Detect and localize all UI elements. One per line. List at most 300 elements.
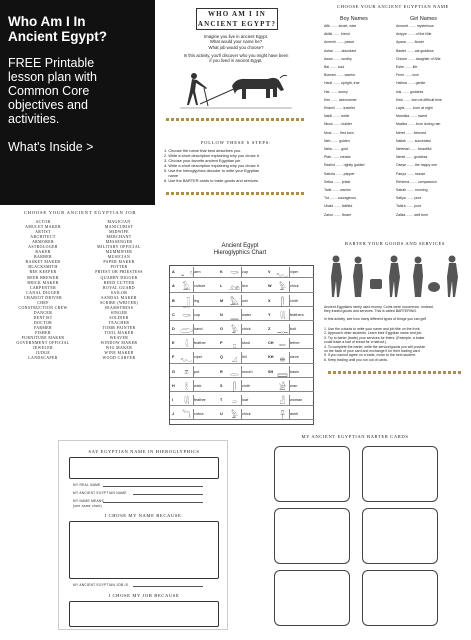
hieroglyph-cell: [170, 381, 218, 392]
job-item: BARBER: [34, 255, 52, 260]
name-meaning: ....... soul: [329, 65, 345, 69]
hieroglyph-icon: 𓂧: [180, 324, 194, 335]
hieroglyph-cell: [218, 338, 266, 349]
name-meaning: ....... pepper: [334, 171, 355, 176]
girls-name-row: [396, 188, 428, 192]
hieroglyph-word: feather: [194, 397, 206, 402]
hieroglyph-word: cloth: [290, 298, 299, 303]
hieroglyph-cell: [170, 366, 218, 377]
egyptian-traders-illustration: [324, 251, 466, 299]
hieroglyph-icon: 𓊃: [276, 324, 290, 335]
job-label: MY ANCIENT EGYPTIAN JOB IS: [73, 583, 129, 587]
name-means-label: MY NAME MEANS: [73, 499, 104, 503]
girls-name-row: [396, 98, 442, 102]
name-meaning: ....... morning: [406, 188, 428, 192]
job-item: MUMMIFIER: [105, 250, 133, 255]
name-meaning: ....... compassion: [409, 179, 437, 184]
name: Zahur: [324, 212, 334, 217]
hieroglyph-cell: [218, 409, 266, 420]
name-meaning: ....... beloved: [404, 130, 426, 135]
name-meaning: ....... born at difficult time: [402, 97, 442, 102]
girls-name-row: [396, 180, 437, 184]
name-job-form: [58, 440, 228, 630]
name-meaning: ....... sunny: [329, 89, 348, 94]
barter-section: [320, 235, 470, 435]
hieroglyph-cell: [170, 395, 218, 406]
girls-name-row: [396, 90, 423, 94]
name: Eshe: [396, 65, 404, 69]
girls-name-row: [396, 24, 434, 28]
boys-name-row: [324, 65, 344, 69]
why-name-header: I CHOSE MY NAME BECAUSE:: [104, 513, 184, 518]
hieroglyph-cell: [170, 352, 218, 363]
name-meaning: ....... sweet: [409, 114, 428, 119]
hieroglyph-word: viper: [290, 270, 299, 275]
girls-name-row: [396, 172, 425, 176]
hieroglyph-icon: 𓅱: [228, 324, 242, 335]
name: Kesi: [396, 97, 403, 102]
name: Setka: [324, 179, 333, 184]
hieroglyph-word: wick: [194, 383, 202, 388]
name-meaning: ....... creator: [331, 155, 351, 160]
hieroglyph-cell: [266, 267, 314, 278]
hieroglyph-icon: 𓅱: [276, 281, 290, 292]
hieroglyph-letter: N: [220, 312, 223, 317]
plowing-farmer-illustration: [180, 66, 292, 111]
job-item: JUDGE: [35, 351, 51, 356]
hieroglyph-icon: 𓇌: [180, 395, 194, 406]
hieroglyph-cell: [266, 366, 314, 377]
hieroglyph-letter: A: [172, 270, 175, 275]
job-item: BLACKSMITH: [28, 265, 58, 270]
job-item: WINDOW MAKER: [100, 341, 138, 346]
name: Tahira: [396, 204, 406, 209]
hieroglyph-cell: [218, 310, 266, 321]
hieroglyph-letter: Y: [268, 312, 271, 317]
job-item: SCRIBE (WRITER): [99, 300, 139, 305]
name: Tarik: [324, 188, 332, 192]
girls-name-row: [396, 73, 419, 77]
boys-name-row: [324, 81, 360, 85]
hieroglyph-icon: 𓐍: [276, 352, 290, 363]
name: Sabola: [324, 171, 335, 176]
hieroglyph-cell: [170, 267, 218, 278]
job-item: DOCTOR: [33, 320, 53, 325]
name: Anippe: [396, 32, 407, 37]
hieroglyph-word: loaf: [242, 397, 249, 402]
job-item: AMULET MAKER: [25, 225, 61, 230]
name-meaning: ....... love: [403, 73, 419, 78]
name: Ashai: [324, 48, 333, 53]
jobs-title: CHOOSE YOUR ANCIENT EGYPTIAN JOB: [23, 210, 137, 215]
name-means-line[interactable]: [103, 502, 203, 503]
hieroglyph-word: mouth: [242, 369, 253, 374]
job-item: FURNITURE MAKER: [21, 336, 65, 341]
hieroglyph-cell: [266, 395, 314, 406]
girls-name-row: [396, 139, 431, 143]
job-item: SANDAL MAKER: [101, 295, 137, 300]
job-item: QUARRY DIGGER: [100, 275, 138, 280]
egyptian-name-line[interactable]: [133, 494, 203, 495]
name: Oseye: [396, 163, 407, 168]
job-item: CANAL DIGGER: [26, 290, 60, 295]
name-meaning: ....... courageous: [328, 196, 356, 201]
step: 3. Choose your favorite ancient Egyptian job.: [164, 158, 242, 163]
name-meaning: ....... builder: [332, 122, 353, 127]
hieroglyph-icon: 𓍿: [276, 338, 290, 349]
name-meaning: ....... born at night: [404, 106, 433, 110]
hieroglyph-icon: 𓋴: [276, 295, 290, 306]
hieroglyph-word: cup: [194, 312, 201, 317]
job-item: WEAVER: [109, 336, 129, 341]
hieroglyph-letter: T: [220, 397, 223, 402]
boys-name-row: [324, 147, 348, 151]
job-item: PAPER MAKER: [103, 260, 135, 265]
hieroglyph-letter: I: [172, 397, 174, 402]
job-item: CARPENTER: [29, 285, 57, 290]
hieroglyph-icon: 𓎡: [180, 309, 194, 320]
girls-name-row: [396, 49, 434, 53]
hieroglyph-icon: 𓂋: [228, 366, 242, 377]
step: 4. Write a short description explaining why you chose it.: [164, 163, 260, 168]
hieroglyph-letter: O: [220, 326, 223, 331]
why-job-header: I CHOSE MY JOB BECAUSE: [108, 593, 180, 598]
hieroglyph-word: cup: [242, 270, 249, 275]
job-item: TEACHER: [108, 320, 130, 325]
name-meaning: ....... abundant: [332, 48, 357, 53]
decorative-border: [166, 192, 306, 195]
hieroglyph-word: chick: [242, 326, 251, 331]
girls-name-row: [396, 106, 433, 110]
name-meaning: ....... friend: [332, 32, 350, 37]
hieroglyph-word: cloth: [242, 383, 251, 388]
hieroglyph-word: leg: [194, 298, 200, 303]
barter-card[interactable]: [274, 570, 350, 626]
name-meaning: ....... daughter of Nile: [407, 56, 441, 61]
boys-name-row: [324, 172, 355, 176]
hieroglyph-cell: [266, 352, 314, 363]
barter-card[interactable]: [274, 446, 350, 502]
name: Ptah: [324, 155, 332, 160]
hieroglyph-icon: 𓂝: [180, 267, 194, 278]
hieroglyph-letter: H: [172, 383, 175, 388]
hieroglyph-cell: [218, 295, 266, 306]
barter-intro: Ancient Egyptians rarely used money. Coins were uncommon. Instead, they traded goods and services. This is called BARTERING.: [324, 305, 434, 314]
hieroglyph-letter: V: [268, 270, 271, 275]
name-meaning: ....... successful: [405, 138, 432, 143]
steps-title: FOLLOW THESE 6 STEPS:: [200, 140, 272, 145]
girls-name-row: [396, 196, 422, 200]
girls-name-row: [396, 32, 431, 36]
why-name-box[interactable]: [69, 521, 219, 579]
hieroglyph-icon: 𓇋: [180, 338, 194, 349]
hieroglyph-letter: L: [220, 284, 223, 289]
boy-names-header: Boy Names: [340, 16, 368, 22]
worksheet-intro: [158, 6, 314, 202]
hieroglyph-icon: 𓇌: [276, 309, 290, 320]
name: Mandisa: [396, 114, 410, 119]
name-meaning: ....... pure: [405, 196, 422, 201]
name-meaning: ....... goddess: [405, 155, 428, 160]
name-meaning: ....... the happy one: [406, 163, 438, 168]
hieroglyph-letter: M: [220, 298, 224, 303]
boys-name-row: [324, 57, 352, 61]
hieroglyph-icon: 𓃭: [228, 281, 242, 292]
name-meaning: ....... faithful: [333, 204, 353, 209]
hieroglyph-word: viper: [194, 355, 203, 360]
name-meaning: ....... traveler: [334, 106, 356, 110]
job-item: BASKET MAKER: [25, 260, 61, 265]
name: Akiiki: [324, 32, 333, 37]
hieroglyph-letter: C: [172, 312, 175, 317]
hieroglyph-icon: 𓋹: [276, 409, 290, 420]
name: Nkosi: [324, 122, 333, 127]
hieroglyph-letter: Z: [268, 326, 271, 331]
why-job-box[interactable]: [69, 601, 219, 627]
hieroglyph-icon: 𓈙: [276, 366, 290, 377]
job-item: JEWELER: [32, 346, 54, 351]
hieroglyph-cell: [218, 352, 266, 363]
step: 2. Write a short description explaining why you chose it.: [164, 153, 260, 158]
name: Layla: [396, 106, 405, 110]
barter-steps: 1. Use the cutouts to write your name and job title on the front. 2. Approach other students. Learn their Egyptian name and job. 3. Try to barter (trade) your services for theirs. (Example: a baker could trade a loaf of bread for a haircut.) 4. To complete the barter, write the service/goods you will provide on the back of your card and exchange it for their trading card. 5. If you cannot agree on a trade, move to the next student. 6. Keep trading until you run out of cards.: [324, 327, 426, 362]
hieroglyph-word: vulture: [194, 284, 206, 289]
name-meaning: ....... flower: [405, 40, 424, 45]
name-meaning: ....... mouse: [405, 171, 426, 176]
barter-card[interactable]: [274, 508, 350, 564]
hieroglyph-cell: [218, 267, 266, 278]
jobs-list: [0, 210, 160, 430]
name: Meret: [396, 130, 405, 135]
job-item: BRICK MAKER: [27, 280, 59, 285]
girls-name-row: [396, 114, 427, 118]
barter-title: BARTER YOUR GOODS AND SERVICES: [344, 241, 446, 246]
hieroglyph-letter: D: [172, 326, 175, 331]
hieroglyph-word: owl: [242, 298, 248, 303]
girls-name-row: [396, 131, 426, 135]
name-meaning: ....... flower: [333, 212, 352, 217]
name-meaning: ....... cat goddess: [405, 48, 434, 53]
job-item: MESSENGER: [105, 240, 133, 245]
hieroglyph-icon: 𓏏: [228, 395, 242, 406]
hieroglyph-cell: [170, 338, 218, 349]
worksheet-title: WHO AM I IN ANCIENT EGYPT?: [196, 8, 278, 30]
hieroglyph-cell: [218, 395, 266, 406]
name: Hanif: [324, 81, 333, 86]
name-meaning: ....... upright, true: [332, 81, 360, 86]
boys-name-row: [324, 40, 354, 44]
hieroglyph-cell: [218, 324, 266, 335]
girls-name-row: [396, 213, 428, 217]
name: Mosi: [324, 130, 332, 135]
hieroglyph-icon: 𓀀: [276, 380, 290, 391]
hieroglyph-icon: 𓊪: [228, 338, 242, 349]
name-meaning: ....... life: [403, 65, 418, 69]
job-item: MILITARY OFFICIAL: [97, 245, 141, 250]
hieroglyph-letter: F: [172, 355, 175, 360]
boys-name-row: [324, 122, 352, 126]
name: Bomani: [324, 73, 336, 78]
boys-name-row: [324, 131, 354, 135]
name: Rehema: [396, 179, 410, 184]
job-item: CONSTRUCTION CREW: [18, 305, 68, 310]
hieroglyph-cell: [218, 366, 266, 377]
hieroglyph-word: woman: [290, 397, 303, 402]
boys-name-row: [324, 114, 349, 118]
step: 6. Use the BARTER cards to trade goods and services.: [164, 178, 260, 183]
jobs-column-2: [82, 220, 156, 361]
name: Isis: [396, 89, 402, 94]
step: 1. Choose the name that best describes you.: [164, 148, 242, 153]
job-item: BAKER: [35, 250, 51, 255]
boys-name-row: [324, 196, 356, 200]
job-item: SAILOR: [110, 290, 128, 295]
job-item: DANCER: [33, 310, 53, 315]
name-meaning: ....... rightly guided: [334, 163, 365, 168]
hieroglyph-cell: [170, 281, 218, 292]
hieroglyph-letter: U: [220, 412, 223, 417]
job-item: DENTIST: [33, 315, 53, 320]
hieroglyph-word: feather: [194, 341, 206, 346]
name: Afik: [324, 24, 330, 28]
job-item: ARMORER: [31, 240, 55, 245]
name: Panya: [396, 171, 406, 176]
name: Khamil: [324, 106, 335, 110]
job-item: POTTER: [110, 265, 128, 270]
boys-name-row: [324, 106, 355, 110]
job-item: ARCHITECT: [30, 235, 56, 240]
intro-text-1: Imagine you live in ancient Egypt. What would your name be? What job would you choose?: [203, 34, 268, 50]
real-name-line[interactable]: [103, 486, 203, 487]
girls-name-row: [396, 204, 421, 208]
job-item: ARTIST: [35, 230, 51, 235]
name: Femi: [396, 73, 404, 78]
boys-name-row: [324, 155, 351, 159]
boys-name-row: [324, 73, 355, 77]
job-item: ACTOR: [35, 220, 51, 224]
name-meaning: ....... goddess: [401, 89, 424, 94]
job-item: TOMB PAINTER: [102, 325, 136, 330]
hieroglyph-letter: CH: [268, 341, 274, 346]
job-item: SEAMSTRESS: [104, 305, 134, 310]
job-item: ASTROLOGER: [28, 245, 58, 250]
hieroglyph-word: feathers: [290, 312, 304, 317]
name-meaning: ....... priest: [332, 179, 351, 184]
hieroglyph-letter: SH: [268, 369, 274, 374]
girl-names-header: Girl Names: [410, 16, 437, 22]
job-item: PRIEST OR PRIESTESS: [95, 270, 143, 275]
hieroglyph-letter: E: [172, 341, 175, 346]
job-item: WINE MAKER: [104, 351, 134, 356]
girls-name-row: [396, 40, 424, 44]
hieroglyph-letter: Q: [220, 355, 223, 360]
decorative-border: [328, 371, 462, 374]
name-meaning: ....... gold: [332, 147, 348, 151]
whats-inside-link[interactable]: What's Inside >: [8, 140, 94, 154]
name: Chione: [396, 56, 408, 61]
promo-subheading: FREE Printable lesson plan with Common Core objectives and activities.: [8, 56, 97, 126]
name-meaning: ....... warrior: [331, 188, 351, 192]
boys-name-row: [324, 188, 351, 192]
hieroglyph-cell: [266, 338, 314, 349]
hieroglyph-icon: 𓄿: [180, 281, 194, 292]
names-list: [318, 4, 468, 232]
hieroglyph-cell: [266, 381, 314, 392]
barter-card[interactable]: [362, 446, 438, 502]
job-item: SOLDIER: [109, 315, 129, 320]
name: Ubaid: [324, 204, 334, 209]
name-meaning: ....... first born: [331, 130, 354, 135]
girls-name-row: [396, 81, 425, 85]
hieroglyph-word: cobra: [194, 412, 204, 417]
barter-card[interactable]: [362, 508, 438, 564]
hieroglyph-icon: 𓎼: [180, 366, 194, 377]
hieroglyphics-name-box[interactable]: [69, 457, 219, 479]
name: Bastet: [396, 48, 406, 53]
hieroglyph-word: hand: [194, 326, 203, 331]
name: Amenhi: [324, 40, 336, 45]
name-meaning: ....... well born: [405, 212, 429, 217]
girls-name-row: [396, 65, 417, 69]
name-meaning: ....... of the Nile: [406, 32, 432, 37]
name-meaning: ....... peace: [335, 40, 355, 45]
job-item: BEER BREWER: [27, 275, 59, 280]
name: Amunet: [396, 24, 409, 28]
name: Tut: [324, 196, 329, 201]
hieroglyph-letter: J: [172, 412, 175, 417]
hieroglyph-word: stool: [242, 341, 251, 346]
barter-card[interactable]: [362, 570, 438, 626]
hieroglyph-word: arm: [194, 270, 201, 275]
hieroglyphics-grid: [169, 265, 314, 425]
hieroglyph-letter: W: [268, 284, 272, 289]
barter-intro-2: In this activity, see how many different types of things you can get!: [324, 317, 427, 321]
barter-cards-title: MY ANCIENT EGYPTIAN BARTER CARDS: [301, 434, 409, 439]
names-title: CHOOSE YOUR ANCIENT EGYPTIAN NAME: [337, 4, 449, 9]
name: Awan: [324, 56, 333, 61]
hieroglyph-word: man: [290, 383, 298, 388]
job-item: LANDSCAPER: [28, 356, 58, 361]
hieroglyph-icon: 𓆑: [180, 352, 194, 363]
hieroglyph-letter: X: [268, 298, 271, 303]
job-item: WIG MAKER: [105, 346, 133, 351]
real-name-label: MY REAL NAME: [73, 483, 101, 487]
boys-name-row: [324, 98, 357, 102]
job-item: MAGICIAN: [107, 220, 131, 224]
barter-cards: [240, 432, 470, 632]
hieroglyph-letter: K: [220, 270, 223, 275]
hieroglyph-word: bolt: [290, 326, 297, 331]
name-meaning: ....... gentle: [406, 81, 426, 86]
hieroglyph-icon: 𓆓: [180, 409, 194, 420]
hieroglyph-word: basin: [290, 369, 300, 374]
boys-name-row: [324, 49, 356, 53]
name: Rashid: [324, 163, 335, 168]
hieroglyph-letter: G: [172, 369, 175, 374]
boys-name-row: [324, 180, 350, 184]
name: Nabil: [324, 114, 332, 119]
name-meaning: ....... golden: [330, 138, 350, 143]
boys-name-row: [324, 32, 350, 36]
name: Nebu: [324, 147, 333, 151]
job-item: TOOL MAKER: [104, 331, 134, 336]
name-meaning: ....... born during rain: [407, 122, 441, 127]
hieroglyph-cell: [266, 281, 314, 292]
job-line[interactable]: [133, 586, 203, 587]
job-item: GOVERNMENT OFFICIAL: [16, 341, 70, 346]
hieroglyph-word: chick: [242, 412, 251, 417]
job-item: MERCHANT: [106, 235, 132, 240]
